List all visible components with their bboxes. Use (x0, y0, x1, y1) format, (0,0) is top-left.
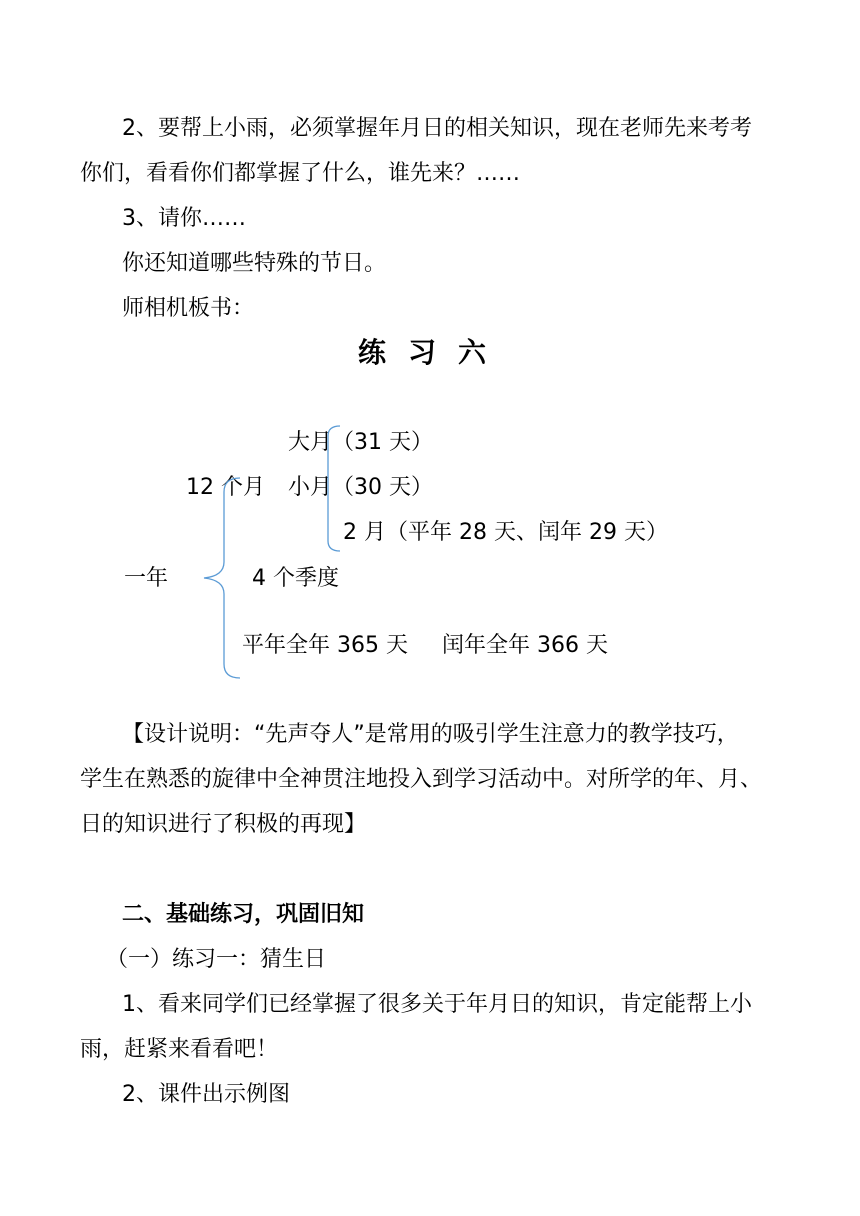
design-note-line: 日的知识进行了积极的再现】 (80, 812, 367, 837)
subsection-heading: （一）练习一：猜生日 (106, 947, 327, 972)
design-note-line: 学生在熟悉的旋律中全神贯注地投入到学习活动中。对所学的年、月、 (80, 767, 763, 792)
year-brace (204, 478, 240, 678)
paragraph-line: 2、要帮上小雨，必须掌握年月日的相关知识，现在老师先来考考 (122, 116, 752, 141)
board-small-month: 小月（30 天） (288, 475, 433, 500)
board-big-month: 大月（31 天） (288, 430, 433, 455)
board-one-year: 一年 (124, 566, 169, 591)
paragraph-line: 2、课件出示例图 (122, 1082, 290, 1107)
paragraph-line: 3、请你…… (122, 206, 246, 231)
paragraph-line: 1、看来同学们已经掌握了很多关于年月日的知识，肯定能帮上小 (122, 992, 752, 1017)
paragraph-line: 你们，看看你们都掌握了什么，谁先来？…… (80, 161, 521, 186)
paragraph-line: 雨，赶紧来看看吧！ (80, 1037, 279, 1062)
month-brace (328, 426, 340, 551)
board-february: 2 月（平年 28 天、闰年 29 天） (343, 520, 668, 545)
design-note-line: 【设计说明：“先声夺人”是常用的吸引学生注意力的教学技巧， (122, 722, 739, 747)
board-title: 练习六 (358, 336, 509, 369)
board-twelve-months: 12 个月 (186, 475, 265, 500)
paragraph-line: 你还知道哪些特殊的节日。 (122, 251, 387, 276)
section-heading: 二、基础练习，巩固旧知 (122, 902, 365, 927)
paragraph-line: 师相机板书： (122, 296, 255, 321)
board-seasons: 4 个季度 (252, 566, 339, 591)
board-common-year: 平年全年 365 天 (242, 633, 408, 658)
board-leap-year: 闰年全年 366 天 (442, 633, 608, 658)
